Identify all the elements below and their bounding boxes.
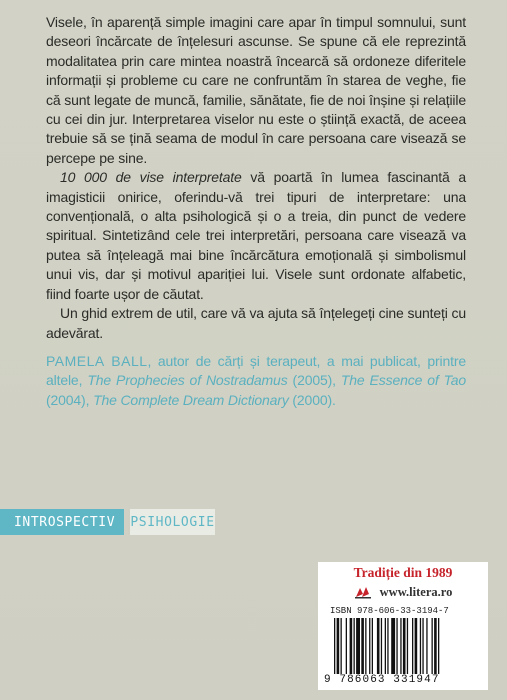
author-bio-text: , autor de cărți și terapeut, a mai publicat, printre altele, [46,353,466,389]
publisher-tagline: Tradiție din 1989 [353,565,453,580]
barcode-number: 9 786063 331947 [324,674,440,686]
author-book-2: The Essence of Tao [340,372,466,389]
collection-label: INTROSPECTIV [0,509,124,535]
book-title: 10 000 de vise interpretate [60,169,242,186]
author-year-1: (2005), [287,372,341,389]
publisher-website: www.litera.ro [379,584,453,599]
author-year-2: (2004), [46,391,94,408]
isbn-label: ISBN 978-606-33-3194-7 [330,606,449,616]
author-bio [46,352,466,410]
author-book-3: The Complete Dream Dictionary [93,391,289,408]
blurb-paragraph-2 [46,168,466,304]
blurb-paragraph-1: Visele, în aparență simple imagini care apar în timpul somnului, sunt deseori încărcate de înțelesuri ascunse. Se spune că ele reprezintă modalitatea prin care mintea noastră încearcă să ordoneze diferitele informații și probleme cu care ne confruntăm în starea de veghe, fie că sunt legate de muncă, familie, sănătate, fie de noi înșine și relațiile cu cei din jur. Interpretarea viselor nu este o știință exactă, de aceea trebuie să se țină seama de modul în care persoana care visează se percepe pe sine. [46,14,466,166]
publisher-website-row [318,583,488,601]
author-book-1: The Prophecies of Nostradamus [87,372,288,389]
blurb-text [46,13,466,343]
barcode [334,618,478,674]
author-year-3: (2000). [288,391,336,408]
publisher-box [318,562,488,690]
blurb-paragraph-2-text: vă poartă în lumea fascinantă a imagisticii onirice, oferindu-vă trei tipuri de interpretare: una convențională, o alta psihologică și o a treia, din punct de vedere spiritual. Sintetizând cele trei interpretări, persoana care visează va putea să înțeleagă mai bine încărcătura emoțională și simbolismul unui vis, dar și motivul apariției lui. Visele sunt ordonate alfabetic, fiind foarte ușor de căutat. [46,169,467,302]
litera-logo-icon [354,585,376,599]
series-band [0,509,215,535]
category-label: PSIHOLOGIE [128,509,215,535]
author-name: PAMELA BALL [46,353,148,369]
blurb-paragraph-3: Un ghid extrem de util, care vă va ajuta să înțelegeți cine sunteți cu adevărat. [46,305,466,341]
